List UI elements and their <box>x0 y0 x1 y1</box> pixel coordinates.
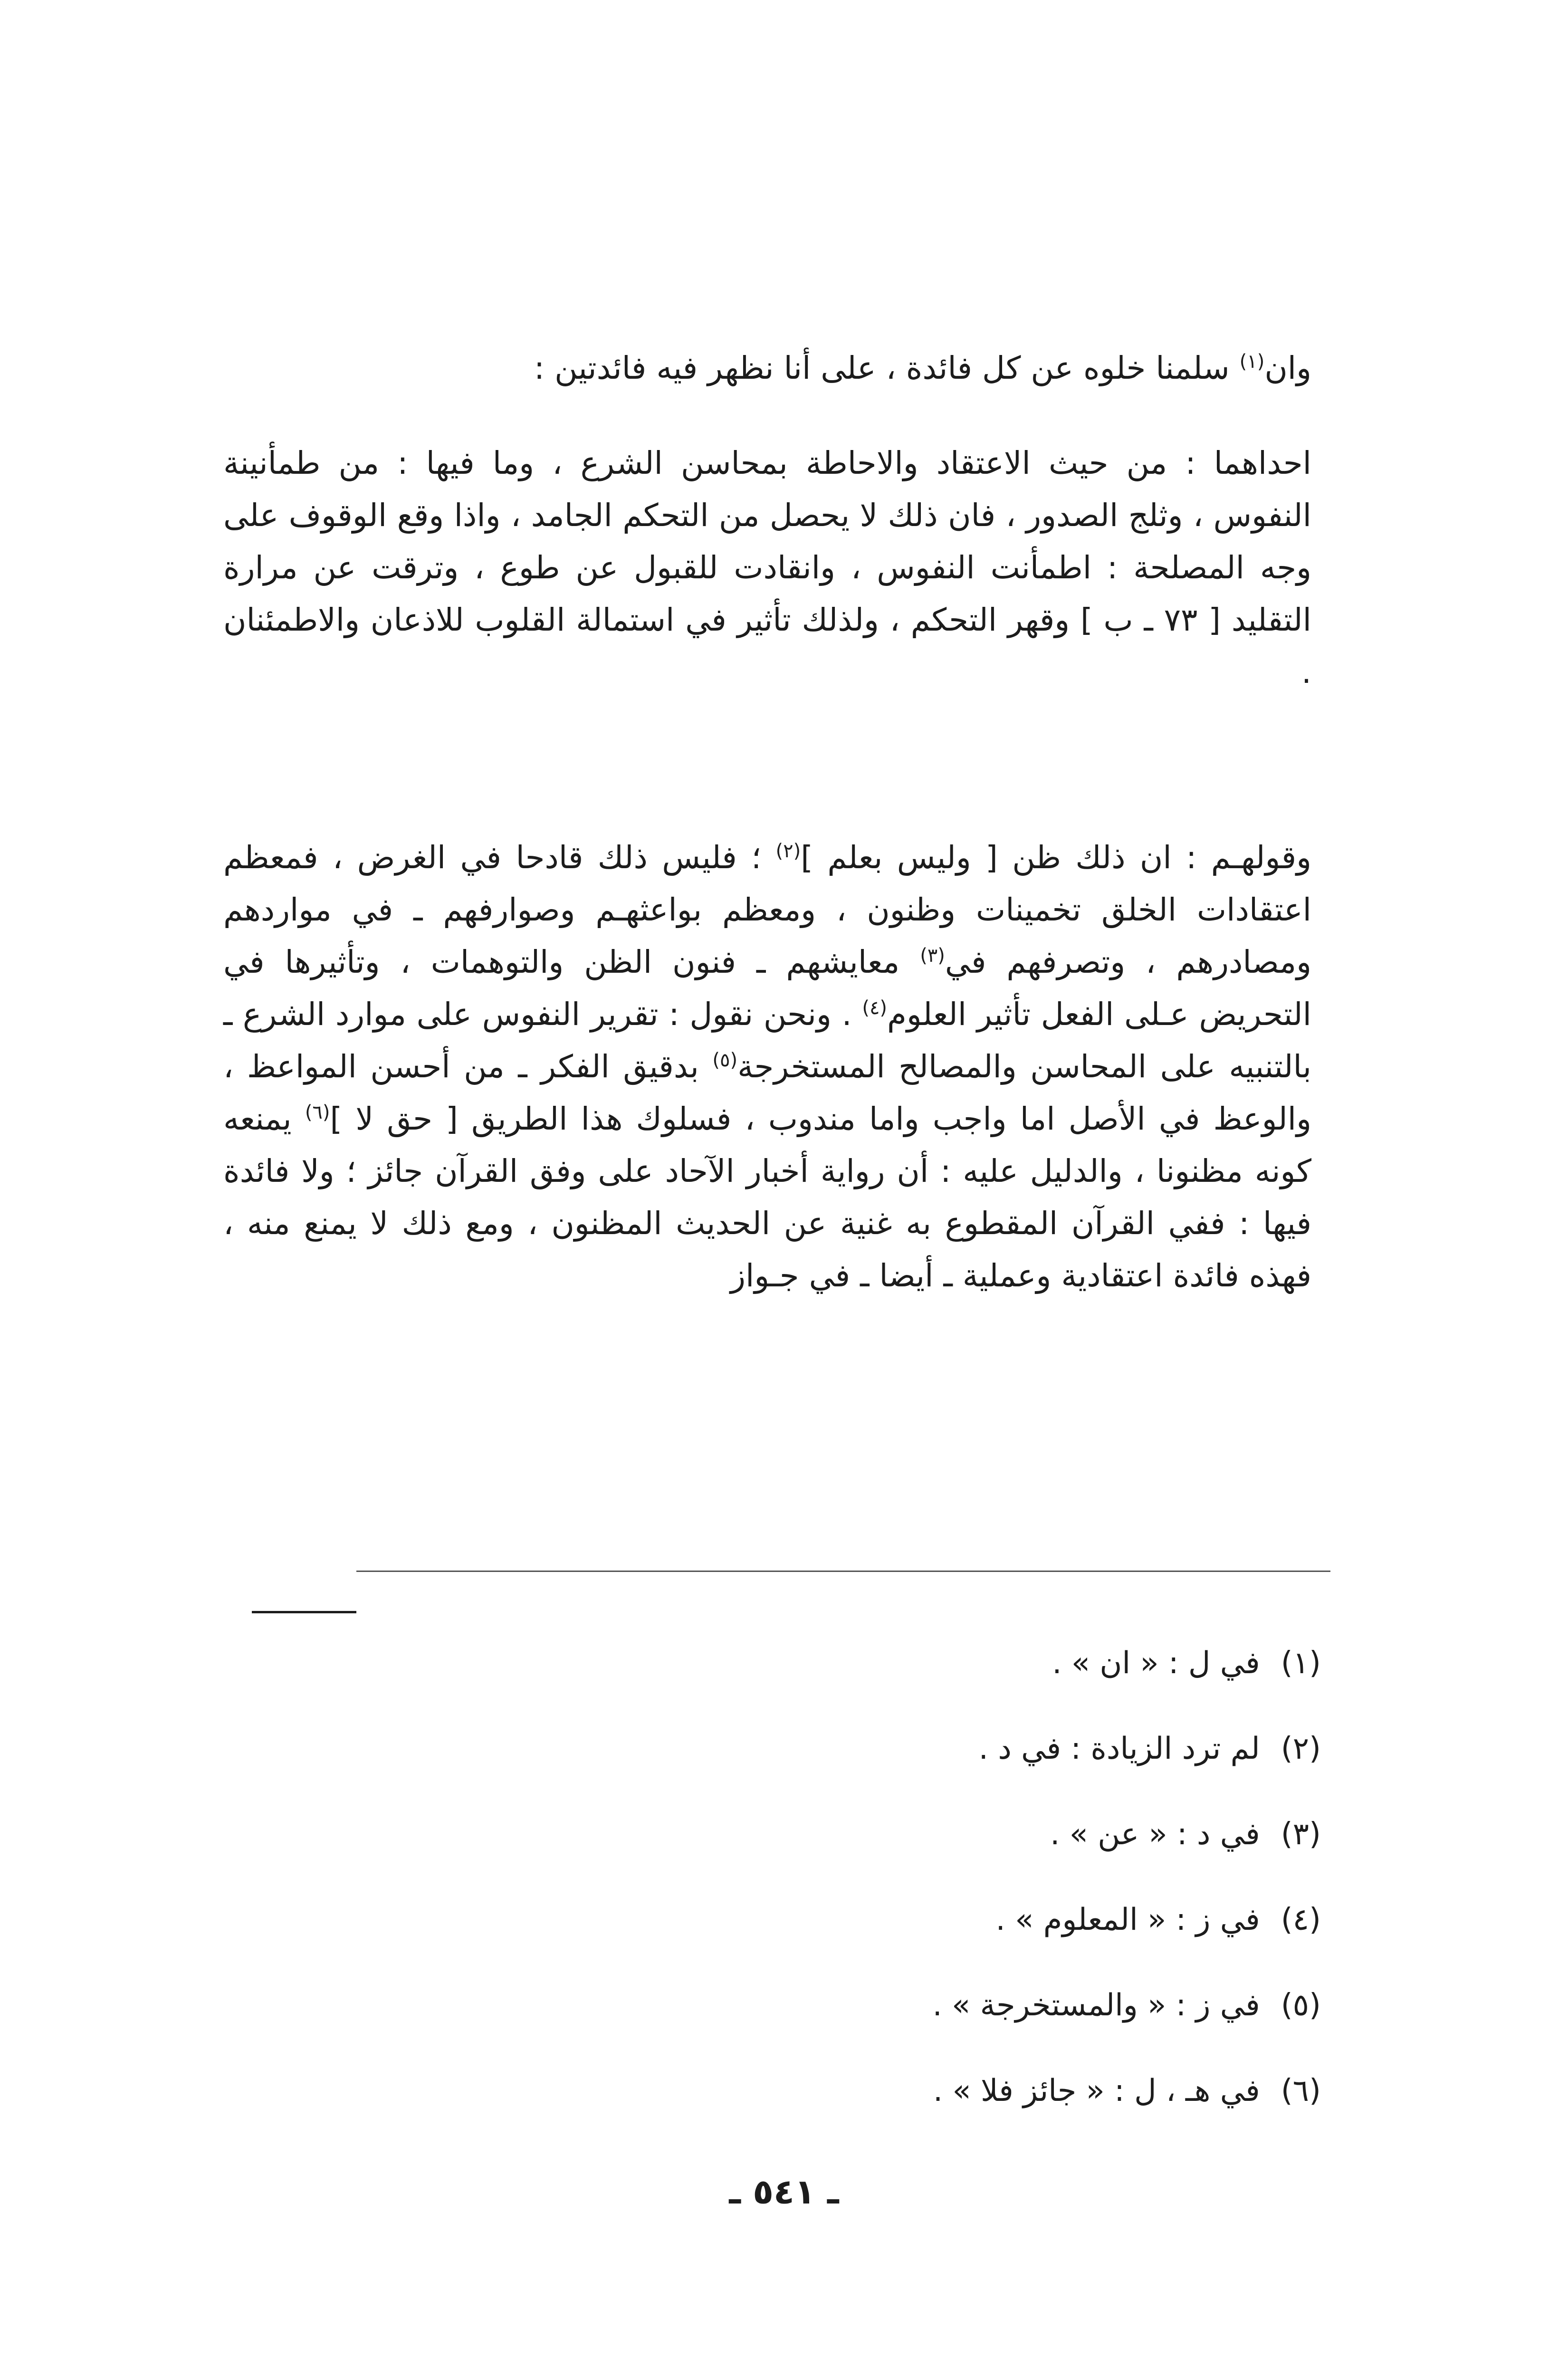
paragraph-1 <box>223 342 1311 394</box>
footnote-separator-line <box>356 1571 1330 1572</box>
footnote-item <box>703 1792 1321 1877</box>
footnote-ref-3: (٣) <box>920 945 945 967</box>
page-number: ـ ٥٤١ ـ <box>729 2172 839 2212</box>
footnote-number: (٦) <box>1281 2073 1321 2108</box>
footnote-text: في ز : « المعلوم » . <box>995 1902 1260 1937</box>
main-text-block-3 <box>223 832 1311 1302</box>
footnote-text: في ل : « ان » . <box>1052 1646 1260 1681</box>
footnote-number: (١) <box>1281 1646 1321 1681</box>
paragraph-3-segment: . ونحن نقول : تقرير النفوس على موارد الشرع ـ بالتنبيه على المحاسن والمصالح المستخرجة <box>223 996 1311 1085</box>
paragraph-1-rest: سلمنا خلوه عن كل فائدة ، على أنا نظهر فيه فائدتين : <box>534 350 1240 386</box>
footnote-number: (٢) <box>1281 1731 1321 1766</box>
paragraph-3-segment: يمنعه كونه مظنونا ، والدليل عليه : أن رواية أخبار الآحاد على وفق القرآن جائز ؛ ولا فائدة فيها : ففي القرآن المقطوع به غنية عن الحديث المظنون ، ومع ذلك لا يمنع منه ، فهذه فائدة اعتقادية وعملية ـ أيضا ـ في جـواز <box>223 1101 1311 1294</box>
footnote-text: في هـ ، ل : « جائز فلا » . <box>933 2073 1260 2108</box>
footnote-ref-5: (٥) <box>712 1049 738 1071</box>
footnote-item <box>703 1877 1321 1963</box>
footnote-ref-2: (٢) <box>775 840 801 862</box>
main-text <box>223 342 1311 394</box>
footnote-ref-4: (٤) <box>862 997 888 1019</box>
footnotes-list <box>703 1620 1321 2134</box>
paragraph-1-start: وان <box>1264 350 1311 386</box>
paragraph-3-segment: ؛ فليس ذلك قادحا في الغرض ، فمعظم اعتقادات الخلق تخمينات وظنون ، ومعظم بواعثهـم وصوارفهم ـ في مواردهم ومصادرهم ، وتصرفهم في <box>223 839 1311 980</box>
footnote-text: في ز : « والمستخرجة » . <box>932 1988 1260 2023</box>
footnote-number: (٣) <box>1281 1817 1321 1852</box>
paragraph-3-segment: معايشهم ـ فنون الظن والتوهمات ، وتأثيرها في التحريض عـلى الفعل تأثير العلوم <box>223 944 1311 1033</box>
footnote-number: (٥) <box>1281 1988 1321 2023</box>
footnote-text: لم ترد الزيادة : في د . <box>978 1731 1260 1766</box>
footnote-item <box>703 2048 1321 2134</box>
footnote-text: في د : « عن » . <box>1050 1817 1260 1852</box>
footnote-number: (٤) <box>1281 1902 1321 1937</box>
footnote-ref-6: (٦) <box>305 1102 330 1123</box>
footnote-separator-mark <box>252 1611 356 1613</box>
footnote-item <box>703 1620 1321 1706</box>
paragraph-2: احداهما : من حيث الاعتقاد والاحاطة بمحاسن الشرع ، وما فيها : من طمأنينة النفوس ، وثلج الصدور ، فان ذلك لا يحصل من التحكم الجامد ، واذا وقع الوقوف على وجه المصلحة : اطمأنت النفوس ، وانقادت للقبول عن طوع ، وترقت عن مرارة التقليد [ ٧٣ ـ ب ] وقهر التحكم ، ولذلك تأثير في استمالة القلوب للاذعان والاطمئنان . <box>223 445 1311 690</box>
main-text-block-2 <box>223 437 1311 699</box>
footnote-item <box>703 1706 1321 1792</box>
footnote-item <box>703 1963 1321 2048</box>
paragraph-3-segment: وقولهـم : ان ذلك ظن [ وليس بعلم ] <box>801 839 1312 876</box>
footnote-ref-1: (١) <box>1239 351 1265 373</box>
paragraph-3-segment: بدقيق الفكر ـ من أحسن المواعظ ، والوعظ في الأصل اما واجب واما مندوب ، فسلوك هذا الطريق [ حق لا ] <box>223 1048 1311 1137</box>
paragraph-3 <box>223 832 1311 1302</box>
